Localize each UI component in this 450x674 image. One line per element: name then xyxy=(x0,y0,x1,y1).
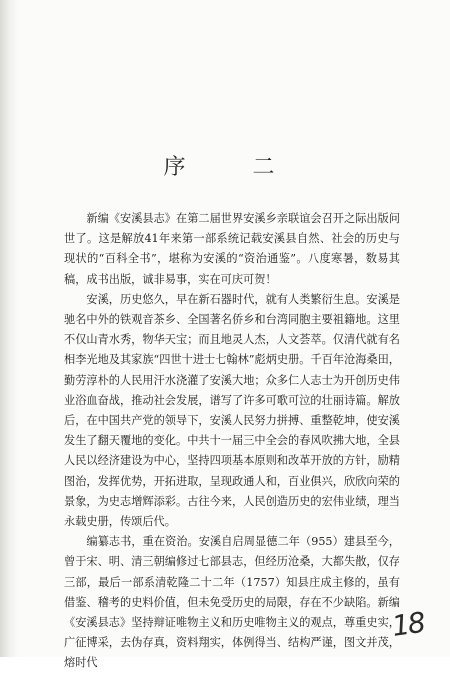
handwritten-page-number: 18 xyxy=(389,605,426,643)
body-text xyxy=(64,209,400,674)
paragraph-1: 新编《安溪县志》在第二届世界安溪乡亲联谊会召开之际出版问世了。这是解放41年来第一部系统记载安溪县自然、社会的历史与现状的“百科全书”，堪称为安溪的“资治通鉴”。八度寒暑，数易其稿，成书出版，诚非易事，实在可庆可贺！ xyxy=(64,212,400,286)
scan-shadow-edge xyxy=(0,0,18,657)
paragraph-2: 安溪，历史悠久，早在新石器时代，就有人类繁衍生息。安溪是驰名中外的铁观音茶乡、全国著名侨乡和台湾同胞主要祖籍地。这里不仅山青水秀，物华天宝；而且地灵人杰，人文荟萃。仅清代就有名相李光地及其家族“四世十进士七翰林”彪炳史册。千百年沧海桑田，勤劳淳朴的人民用汗水浇灌了安溪大地；众多仁人志士为开创历史伟业浴血奋战，推动社会发展，谱写了许多可歌可泣的壮丽诗篇。解放后，在中国共产党的领导下，安溪人民努力拼搏、重整乾坤，使安溪发生了翻天覆地的变化。中共十一届三中全会的春风吹拂大地，全县人民以经济建设为中心，坚持四项基本原则和改革开放的方针，励精图治，发挥优势，开拓进取，呈现政通人和，百业俱兴，欣欣向荣的景象，为史志增辉添彩。古往今来，人民创造历史的宏伟业绩，理当永载史册，传颂后代。 xyxy=(64,292,400,529)
paragraph-3: 编纂志书，重在资治。安溪自启周显德二年（955）建县至今，曾于宋、明、清三朝编修过七部县志，但经历沧桑，大都失散，仅存三部，最后一部系清乾隆二十二年（1757）知县庄成主修的，虽有借鉴、稽考的史料价值，但未免受历史的局限，存在不少缺陷。新编《安溪县志》坚持辩证唯物主义和历史唯物主义的观点，尊重史实，广征博采，去伪存真，资料翔实，体例得当、结构严谨，图文并茂，熔时代 xyxy=(64,535,400,670)
page-title: 序 二 xyxy=(163,155,305,180)
